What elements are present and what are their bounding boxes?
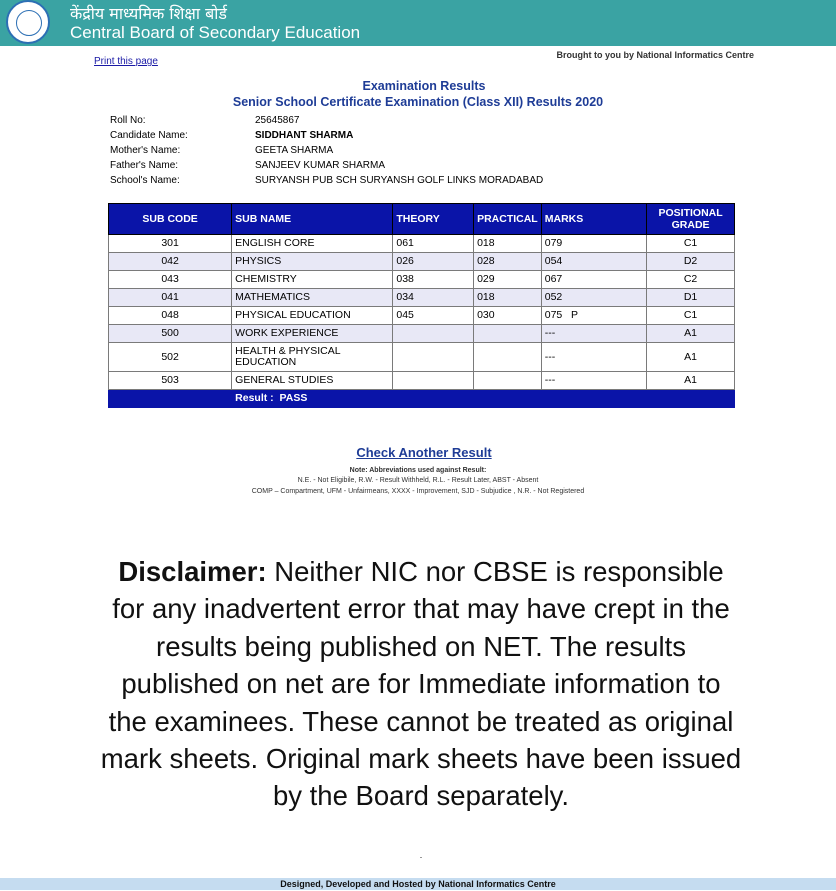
- mother-name-row: [110, 143, 543, 158]
- practical-cell: 018: [474, 235, 542, 253]
- theory-cell: [393, 325, 474, 343]
- sub-code-cell: 503: [109, 372, 232, 390]
- sub-code-cell: 041: [109, 289, 232, 307]
- cbse-emblem-icon: [6, 0, 50, 44]
- abbreviation-note-title: Note: Abbreviations used against Result:: [349, 467, 487, 474]
- grade-cell: D2: [647, 253, 735, 271]
- sub-code-cell: 301: [109, 235, 232, 253]
- results-heading: Examination Results: [362, 79, 486, 93]
- marks-cell: 054: [541, 253, 646, 271]
- mother-name-label: Mother's Name:: [110, 145, 181, 156]
- table-row: [109, 253, 735, 271]
- marks-cell: ---: [541, 343, 646, 372]
- sub-name-cell: ENGLISH CORE: [232, 235, 393, 253]
- table-row: [109, 343, 735, 372]
- header-positional-grade: POSITIONAL GRADE: [647, 204, 735, 235]
- brought-by-text: Brought to you by National Informatics Centre: [556, 50, 754, 60]
- table-row: [109, 307, 735, 325]
- sub-name-cell: CHEMISTRY: [232, 271, 393, 289]
- check-another-result-link[interactable]: Check Another Result: [356, 445, 492, 460]
- practical-cell: 028: [474, 253, 542, 271]
- header-theory: THEORY: [393, 204, 474, 235]
- sub-name-cell: GENERAL STUDIES: [232, 372, 393, 390]
- theory-cell: 026: [393, 253, 474, 271]
- theory-cell: 061: [393, 235, 474, 253]
- roll-row: [110, 113, 543, 128]
- grade-cell: C1: [647, 235, 735, 253]
- table-row: [109, 289, 735, 307]
- practical-cell: 030: [474, 307, 542, 325]
- result-label: Result :: [235, 392, 274, 404]
- disclaimer-label: Disclaimer:: [118, 556, 267, 587]
- board-title-english: Central Board of Secondary Education: [70, 23, 361, 42]
- roll-value: 25645867: [255, 115, 300, 126]
- marks-cell: 079: [541, 235, 646, 253]
- table-row: [109, 372, 735, 390]
- roll-label: Roll No:: [110, 115, 146, 126]
- practical-cell: 029: [474, 271, 542, 289]
- grade-cell: C1: [647, 307, 735, 325]
- marks-cell: 067: [541, 271, 646, 289]
- table-header-row: [109, 204, 735, 235]
- candidate-name-label: Candidate Name:: [110, 130, 188, 141]
- disclaimer-text: [100, 553, 742, 815]
- grade-cell: A1: [647, 325, 735, 343]
- grade-cell: C2: [647, 271, 735, 289]
- candidate-info: [110, 113, 543, 188]
- mother-name-value: GEETA SHARMA: [255, 145, 334, 156]
- school-name-row: [110, 173, 543, 188]
- practical-cell: [474, 343, 542, 372]
- candidate-name-row: [110, 128, 543, 143]
- result-spacer-cell: [109, 390, 232, 408]
- result-cell: [232, 390, 735, 408]
- sub-name-cell: HEALTH & PHYSICAL EDUCATION: [232, 343, 393, 372]
- marks-cell: 052: [541, 289, 646, 307]
- father-name-row: [110, 158, 543, 173]
- father-name-value: SANJEEV KUMAR SHARMA: [255, 160, 386, 171]
- divider-dot: [420, 857, 422, 858]
- practical-cell: [474, 325, 542, 343]
- marks-table: [108, 203, 735, 408]
- result-value: PASS: [279, 392, 308, 404]
- candidate-name-value: SIDDHANT SHARMA: [255, 130, 354, 141]
- sub-code-cell: 042: [109, 253, 232, 271]
- sub-name-cell: MATHEMATICS: [232, 289, 393, 307]
- grade-cell: D1: [647, 289, 735, 307]
- school-name-value: SURYANSH PUB SCH SURYANSH GOLF LINKS MORADABAD: [255, 175, 544, 186]
- theory-cell: 045: [393, 307, 474, 325]
- header-marks: MARKS: [541, 204, 646, 235]
- practical-cell: [474, 372, 542, 390]
- grade-cell: A1: [647, 343, 735, 372]
- sub-name-cell: PHYSICAL EDUCATION: [232, 307, 393, 325]
- site-header: [0, 0, 836, 46]
- sub-name-cell: PHYSICS: [232, 253, 393, 271]
- table-row: [109, 325, 735, 343]
- header-sub-code: SUB CODE: [109, 204, 232, 235]
- abbreviation-note-line2: COMP – Compartment, UFM - Unfairmeans, XXXX - Improvement, SJD - Subjudice , N.R. - Not Registered: [251, 488, 585, 495]
- sub-code-cell: 043: [109, 271, 232, 289]
- board-title-hindi: केंद्रीय माध्यमिक शिक्षा बोर्ड: [70, 4, 227, 23]
- sub-code-cell: 500: [109, 325, 232, 343]
- table-row: [109, 235, 735, 253]
- father-name-label: Father's Name:: [110, 160, 179, 171]
- result-row: [109, 390, 735, 408]
- site-footer: Designed, Developed and Hosted by National Informatics Centre: [0, 878, 836, 890]
- grade-cell: A1: [647, 372, 735, 390]
- table-row: [109, 271, 735, 289]
- marks-cell: 075 P: [541, 307, 646, 325]
- header-sub-name: SUB NAME: [232, 204, 393, 235]
- marks-cell: ---: [541, 325, 646, 343]
- abbreviation-note-line1: N.E. - Not Eligibile, R.W. - Result Withheld, R.L. - Result Later, ABST - Absent: [297, 477, 539, 484]
- theory-cell: 038: [393, 271, 474, 289]
- theory-cell: [393, 343, 474, 372]
- print-page-link[interactable]: Print this page: [94, 56, 158, 67]
- header-practical: PRACTICAL: [474, 204, 542, 235]
- practical-cell: 018: [474, 289, 542, 307]
- marks-cell: ---: [541, 372, 646, 390]
- theory-cell: 034: [393, 289, 474, 307]
- school-name-label: School's Name:: [110, 175, 180, 186]
- results-subheading: Senior School Certificate Examination (Class XII) Results 2020: [232, 95, 604, 109]
- disclaimer-body: Neither NIC nor CBSE is responsible for any inadvertent error that may have crept in the results being published on NET. The results published on net are for Immediate information to the examinees. These cannot be treated as original mark sheets. Original mark sheets have been issued by the Board separately.: [100, 556, 742, 812]
- sub-code-cell: 048: [109, 307, 232, 325]
- theory-cell: [393, 372, 474, 390]
- sub-name-cell: WORK EXPERIENCE: [232, 325, 393, 343]
- sub-code-cell: 502: [109, 343, 232, 372]
